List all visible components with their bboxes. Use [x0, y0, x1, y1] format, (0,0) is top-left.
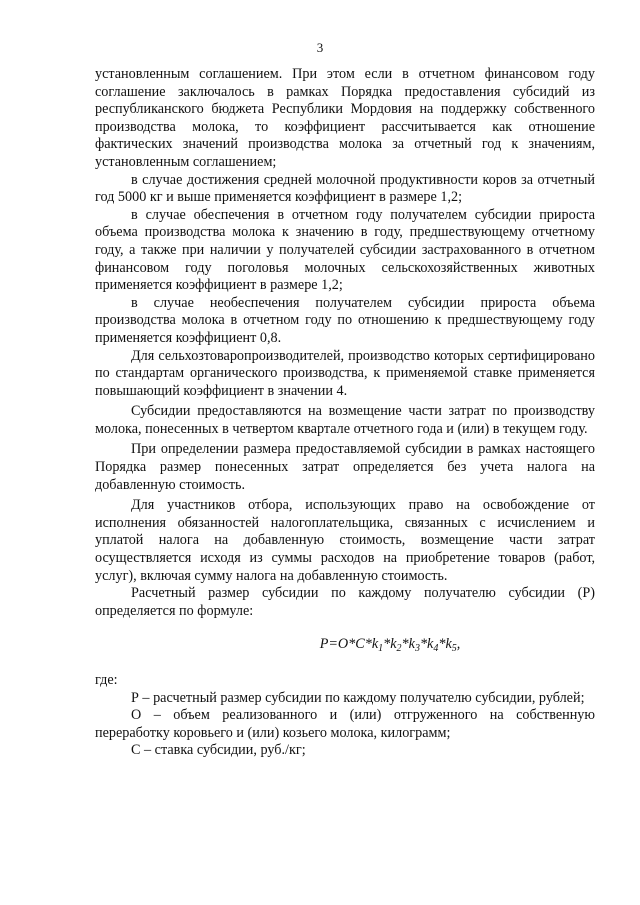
paragraph-organic-coefficient: Для сельхозтоваропроизводителей, производство которых сертифицировано по стандартам органического производства, к применяемой ставке применяется повышающий коэффициент в значении 4. — [95, 347, 595, 399]
paragraph-subsidy-purpose: Субсидии предоставляются на возмещение части затрат по производству молока, понесенных в четвертом квартале отчетного года и (или) в текущем году. — [95, 403, 595, 437]
paragraph-vat-exemption: Для участников отбора, использующих право на освобождение от исполнения обязанностей налогоплательщика, связанных с исчислением и уплатой налога на добавленную стоимость, возмещение части затрат осуществляется исходя из суммы расходов на приобретение товаров (работ, услуг), включая сумму налога на добавленную стоимость. — [95, 497, 595, 584]
where-label: где: — [95, 672, 118, 688]
paragraph-coefficient-no-growth: в случае необеспечения получателем субсидии прироста объема производства молока в отчетном году по отношению к предшествующему году применяется коэффициент 0,8. — [95, 294, 595, 346]
paragraph-formula-intro: Расчетный размер субсидии по каждому получателю субсидии (Р) определяется по формуле: — [95, 585, 595, 619]
subsidy-formula: $P=O*C*k_1*k_2*k_3*k_4*k_5$, — [319, 636, 461, 655]
paragraph-coefficient-growth: в случае обеспечения в отчетном году получателем субсидии прироста объема производства молока к значению в году, предшествующему отчетному году, а также при наличии у получателей субсидии застрахованного в отчетном финансовом году поголовья молочных сельскохозяйственных животных применяется коэффициент в размере 1,2; — [95, 206, 595, 294]
document-body — [95, 66, 595, 760]
page-number: 3 — [316, 40, 324, 55]
definition-c: С – ставка субсидии, руб./кг; — [131, 742, 306, 759]
paragraph-continuation: установленным соглашением. При этом если в отчетном финансовом году соглашение заключалось в рамках Порядка предоставления субсидий из республиканского бюджета Республики Мордовия на поддержку собственного производства молока, то коэффициент рассчитывается как отношение фактических значений производства молока за отчетный год к значениям, установленным соглашением; — [95, 66, 595, 170]
paragraph-vat-exclusion: При определении размера предоставляемой субсидии в рамках настоящего Порядка размер понесенных затрат определяется без учета налога на добавленную стоимость. — [95, 441, 595, 493]
definition-p: Р – расчетный размер субсидии по каждому получателю субсидии, рублей; — [131, 689, 585, 706]
definition-o: О – объем реализованного и (или) отгруженного на собственную переработку коровьего и (или) козьего молока, килограмм; — [95, 707, 595, 741]
paragraph-coefficient-productivity: в случае достижения средней молочной продуктивности коров за отчетный год 5000 кг и выше применяется коэффициент в размере 1,2; — [95, 171, 595, 206]
